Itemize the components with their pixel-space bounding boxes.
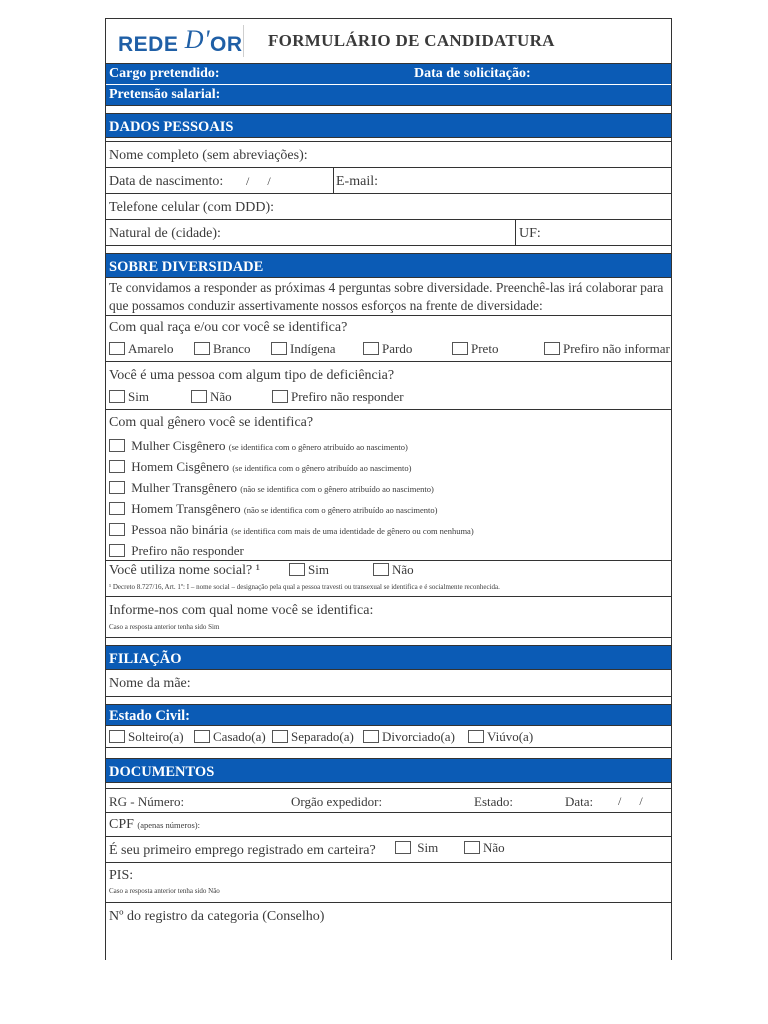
natural-label: Natural de (cidade):: [109, 226, 221, 241]
section-diversidade: SOBRE DIVERSIDADE: [106, 253, 671, 278]
checkbox[interactable]: [109, 481, 125, 494]
checkbox[interactable]: [191, 390, 207, 403]
genero-option-mulher-cis[interactable]: Mulher Cisgênero (se identifica com o gênero atribuído ao nascimento): [109, 438, 408, 454]
checkbox[interactable]: [373, 563, 389, 576]
cargo-row[interactable]: [106, 64, 671, 85]
footnote: ¹ Decreto 8.727/16, Art. 1º: I – nome social – designação pela qual a pessoa travesti ou transexual se identifica e é socialmente reconhecida.: [109, 583, 500, 591]
section-filiacao: FILIAÇÃO: [106, 645, 671, 670]
natural-uf-row[interactable]: [106, 220, 671, 246]
checkbox[interactable]: [363, 730, 379, 743]
checkbox[interactable]: [109, 342, 125, 355]
checkbox[interactable]: [194, 342, 210, 355]
checkbox[interactable]: [109, 460, 125, 473]
section-documentos: DOCUMENTOS: [106, 758, 671, 783]
primeiro-option-sim[interactable]: Sim: [395, 840, 438, 856]
def-option-sim[interactable]: Sim: [109, 389, 149, 405]
checkbox[interactable]: [109, 523, 125, 536]
rg-row[interactable]: [106, 789, 671, 813]
checkbox[interactable]: [194, 730, 210, 743]
checkbox[interactable]: [452, 342, 468, 355]
genero-option-prefiro[interactable]: Prefiro não responder: [109, 543, 244, 559]
pis-field[interactable]: PIS: Caso a resposta anterior tenha sido Não: [106, 863, 671, 903]
checkbox[interactable]: [544, 342, 560, 355]
nome-field[interactable]: Nome completo (sem abreviações):: [106, 142, 671, 168]
rede-dor-logo: REDE D'OR: [118, 25, 243, 56]
deficiencia-question: Você é uma pessoa com algum tipo de deficiência? Sim Não Prefiro não responder: [106, 362, 671, 410]
raca-option-prefiro[interactable]: Prefiro não informar: [544, 341, 670, 357]
nome-social-question: Você utiliza nome social? ¹: [109, 563, 260, 578]
telefone-field[interactable]: Telefone celular (com DDD):: [106, 194, 671, 220]
nascimento-email-row[interactable]: [106, 168, 671, 194]
raca-question: Com qual raça e/ou cor você se identifica? Amarelo Branco Indígena Pardo Preto Prefiro não informar: [106, 316, 671, 362]
genero-question: Com qual gênero você se identifica? Mulher Cisgênero (se identifica com o gênero atribuído ao nascimento) Homem Cisgênero (se identifica com o gênero atribuído ao nascimento) Mulher Transgênero (não se identifica com o gênero atribuído ao nascimento) Homem Transgênero (não se identifica com o gênero atribuído ao nascimento) Pessoa não binária (se identifica com mais de uma identidade de gênero ou com nenhuma) Prefiro não responder Você utiliza nome social? ¹ Sim Não ¹ Decreto 8.727/16, Art. 1º: I – nome social – designação pela qual a pessoa travesti ou transexual se identifica e é socialmente reconhecida.: [106, 410, 671, 596]
checkbox[interactable]: [109, 390, 125, 403]
checkbox[interactable]: [395, 841, 411, 854]
rg-label: RG - Número:: [109, 794, 185, 809]
uf-label: UF:: [519, 226, 541, 241]
checkbox[interactable]: [363, 342, 379, 355]
nome-mae-field[interactable]: Nome da mãe:: [106, 670, 671, 697]
raca-option-amarelo[interactable]: Amarelo: [109, 341, 173, 357]
nascimento-date: / /: [246, 174, 271, 188]
checkbox[interactable]: [468, 730, 484, 743]
pretensao-label: Pretensão salarial:: [109, 87, 221, 102]
civil-option-casado[interactable]: Casado(a): [194, 729, 266, 745]
social-option-sim[interactable]: Sim: [289, 562, 329, 578]
primeiro-emprego-row: É seu primeiro emprego registrado em carteira? Sim Não: [106, 837, 671, 863]
genero-option-homem-trans[interactable]: Homem Transgênero (não se identifica com o gênero atribuído ao nascimento): [109, 501, 437, 517]
rg-date: / /: [618, 794, 643, 808]
checkbox[interactable]: [271, 342, 287, 355]
checkbox[interactable]: [464, 841, 480, 854]
civil-option-separado[interactable]: Separado(a): [272, 729, 354, 745]
estado-label: Estado:: [474, 794, 513, 809]
raca-option-branco[interactable]: Branco: [194, 341, 251, 357]
logo-divider: [243, 25, 244, 57]
nascimento-label: Data de nascimento:: [109, 174, 224, 189]
def-option-nao[interactable]: Não: [191, 389, 232, 405]
cpf-field[interactable]: CPF (apenas números):: [106, 813, 671, 837]
raca-option-pardo[interactable]: Pardo: [363, 341, 412, 357]
civil-option-viuvo[interactable]: Viúvo(a): [468, 729, 533, 745]
checkbox[interactable]: [109, 502, 125, 515]
genero-option-mulher-trans[interactable]: Mulher Transgênero (não se identifica com o gênero atribuído ao nascimento): [109, 480, 434, 496]
data-solicitacao-label: Data de solicitação:: [414, 66, 531, 81]
checkbox[interactable]: [272, 730, 288, 743]
pretensao-row[interactable]: [106, 85, 671, 106]
checkbox[interactable]: [289, 563, 305, 576]
registro-categoria-field[interactable]: Nº do registro da categoria (Conselho): [109, 909, 325, 924]
checkbox[interactable]: [109, 544, 125, 557]
email-label: E-mail:: [336, 174, 378, 189]
social-option-nao[interactable]: Não: [373, 562, 414, 578]
diversidade-intro: Te convidamos a responder as próximas 4 perguntas sobre diversidade. Preenchê-las irá colaborar para que possamos conduzir assertivamente nossos esforços na frente de diversidade:: [106, 278, 671, 316]
primeiro-option-nao[interactable]: Não: [464, 840, 505, 856]
form-title: FORMULÁRIO DE CANDIDATURA: [268, 31, 555, 50]
application-form: [105, 18, 672, 960]
section-estado-civil: Estado Civil:: [106, 704, 671, 726]
informe-nome-field[interactable]: Informe-nos com qual nome você se identifica: Caso a resposta anterior tenha sido Sim: [106, 596, 671, 638]
checkbox[interactable]: [109, 730, 125, 743]
civil-option-solteiro[interactable]: Solteiro(a): [109, 729, 184, 745]
orgao-label: Orgão expedidor:: [291, 794, 383, 809]
estado-civil-options: [106, 726, 671, 748]
section-dados-pessoais: DADOS PESSOAIS: [106, 113, 671, 138]
civil-option-divorciado[interactable]: Divorciado(a): [363, 729, 455, 745]
form-header: [106, 19, 671, 64]
data-label: Data:: [565, 794, 594, 809]
cargo-label: Cargo pretendido:: [109, 66, 220, 81]
genero-option-homem-cis[interactable]: Homem Cisgênero (se identifica com o gênero atribuído ao nascimento): [109, 459, 412, 475]
genero-option-nao-binaria[interactable]: Pessoa não binária (se identifica com mais de uma identidade de gênero ou com nenhuma): [109, 522, 474, 538]
checkbox[interactable]: [272, 390, 288, 403]
checkbox[interactable]: [109, 439, 125, 452]
raca-option-indigena[interactable]: Indígena: [271, 341, 335, 357]
def-option-prefiro[interactable]: Prefiro não responder: [272, 389, 404, 405]
raca-option-preto[interactable]: Preto: [452, 341, 498, 357]
